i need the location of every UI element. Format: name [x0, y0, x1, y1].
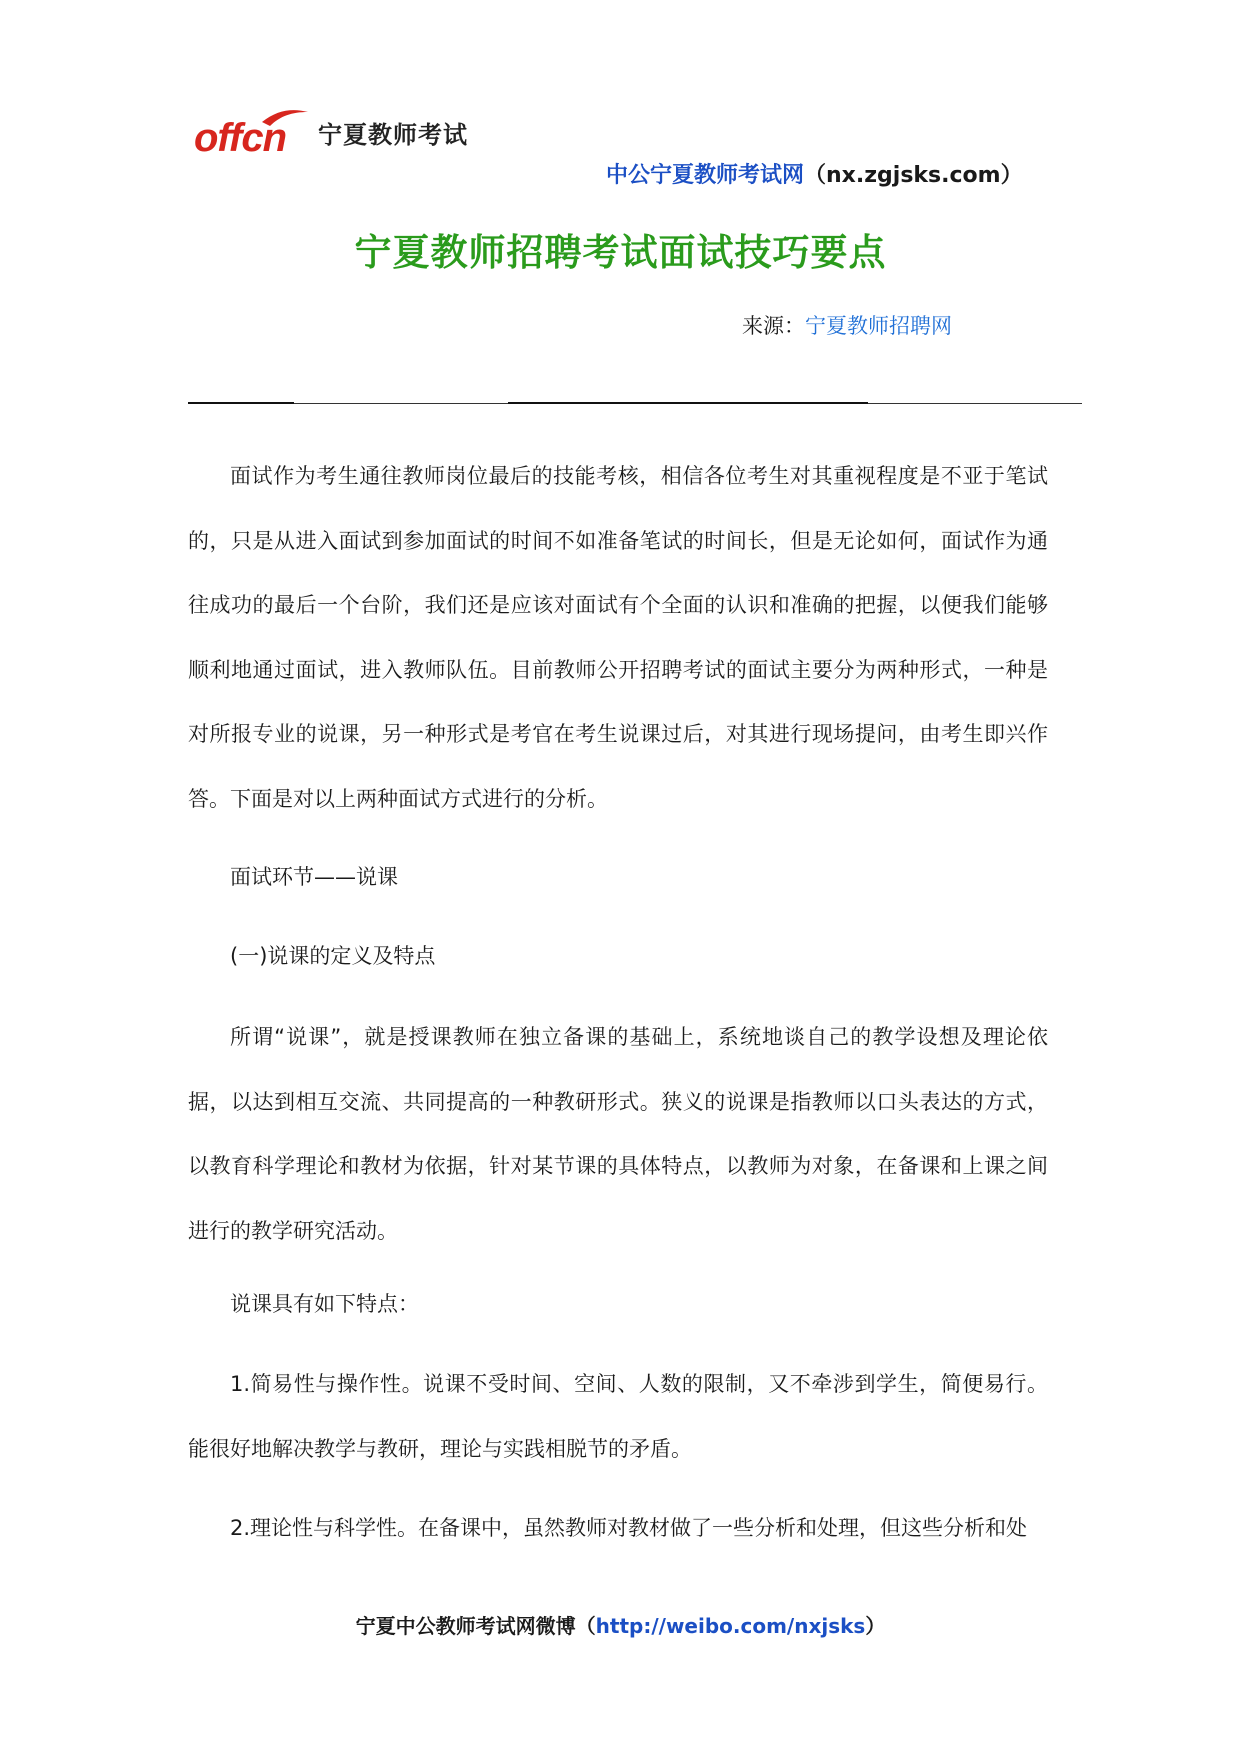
list-item-feature-1: 1.简易性与操作性。说课不受时间、空间、人数的限制，又不牵涉到学生，简便易行。能很好地解决教学与教研，理论与实践相脱节的矛盾。: [188, 1372, 1048, 1461]
site-url[interactable]: （nx.zgjsks.com）: [804, 163, 1023, 188]
body-paragraph-features: 说课具有如下特点：: [230, 1292, 419, 1316]
page-title: 宁夏教师招聘考试面试技巧要点: [354, 231, 887, 274]
logo-subtitle: 宁夏教师考试: [318, 121, 468, 149]
source-link[interactable]: 宁夏教师招聘网: [805, 314, 952, 338]
footer-name: 宁夏中公教师考试网微博: [355, 1614, 576, 1638]
divider-segment: [508, 402, 868, 404]
site-header: [606, 158, 1023, 189]
body-paragraph-definition: 所谓“说课”，就是授课教师在独立备课的基础上，系统地谈自己的教学设想及理论依据，以达到相互交流、共同提高的一种教研形式。狭义的说课是指教师以口头表达的方式，以教育科学理论和教材为依据，针对某节课的具体特点，以教师为对象，在备课和上课之间进行的教学研究活动。: [188, 1025, 1048, 1243]
offcn-logo: [192, 106, 468, 160]
footer-link[interactable]: http://weibo.com/nxjsks: [595, 1614, 866, 1638]
footer-paren-open: （: [575, 1614, 596, 1638]
footer-paren-close: ）: [865, 1614, 886, 1638]
list-item-feature-2: 2.理论性与科学性。在备课中，虽然教师对教材做了一些分析和处理，但这些分析和处: [230, 1516, 1028, 1540]
logo-wordmark: offcn: [194, 116, 287, 160]
source-label: 来源：: [742, 314, 805, 338]
source-line: [742, 310, 952, 340]
site-name: 中公宁夏教师考试网: [606, 163, 805, 188]
body-paragraph-intro: 面试作为考生通往教师岗位最后的技能考核，相信各位考生对其重视程度是不亚于笔试的，只是从进入面试到参加面试的时间不如准备笔试的时间长，但是无论如何，面试作为通往成功的最后一个台阶，我们还是应该对面试有个全面的认识和准确的把握，以便我们能够顺利地通过面试，进入教师队伍。目前教师公开招聘考试的面试主要分为两种形式，一种是对所报专业的说课，另一种形式是考官在考生说课过后，对其进行现场提问，由考生即兴作答。下面是对以上两种面试方式进行的分析。: [188, 464, 1048, 811]
section-heading: 面试环节——说课: [230, 865, 398, 889]
subsection-heading: (一)说课的定义及特点: [230, 944, 436, 968]
divider-segment: [188, 402, 294, 404]
page-footer: [0, 1610, 1241, 1639]
logo-mark: [192, 106, 312, 160]
